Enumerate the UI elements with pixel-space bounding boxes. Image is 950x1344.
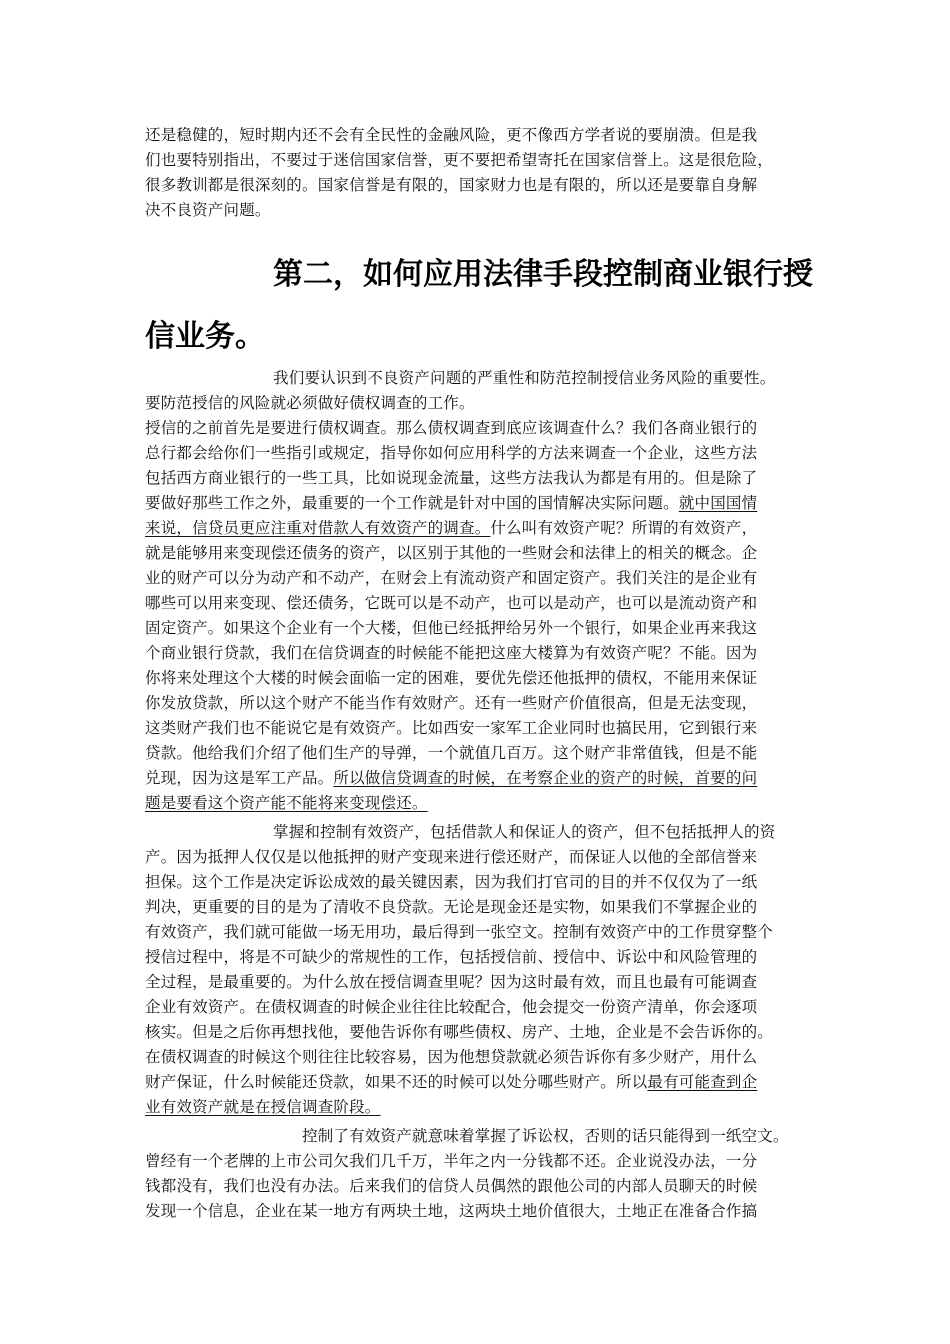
text-line: 钱都没有，我们也没有办法。后来我们的信贷人员偶然的跟他公司的内部人员聊天的时候 [145, 1177, 758, 1195]
text-line: 这类财产我们也不能说它是有效资产。比如西安一家军工企业同时也搞民用，它到银行来 [145, 719, 758, 737]
text-line: 总行都会给你们一些指引或规定，指导你如何应用科学的方法来调查一个企业，这些方法 [145, 444, 758, 462]
paragraph-credit-investigation [145, 366, 835, 816]
text-line: 授信过程中，将是不可缺少的常规性的工作，包括授信前、授信中、诉讼中和风险管理的 [145, 948, 758, 966]
text-line: 全过程，是最重要的。为什么放在授信调查里呢？因为这时最有效，而且也最有可能调查 [145, 973, 758, 991]
text-run: 兑现，因为这是军工产品。 [145, 769, 334, 787]
intro-paragraph [145, 123, 835, 223]
text-line: 控制了有效资产就意味着掌握了诉讼权，否则的话只能得到一纸空文。 [302, 1127, 789, 1145]
section-heading-line: 第二，如何应用法律手段控制商业银行授 [273, 257, 813, 292]
underlined-text: 业有效资产就是在授信调查阶段。 [145, 1098, 381, 1116]
text-line: 发现一个信息，企业在某一地方有两块土地，这两块土地价值很大，土地正在准备合作搞 [145, 1202, 758, 1220]
text-line: 很多教训都是很深刻的。国家信誉是有限的，国家财力也是有限的，所以还是要靠自身解 [145, 176, 758, 194]
text-line: 判决，更重要的目的是为了清收不良贷款。无论是现金还是实物，如果我们不掌握企业的 [145, 898, 758, 916]
text-line: 固定资产。如果这个企业有一个大楼，但他已经抵押给另外一个银行，如果企业再来我这 [145, 619, 758, 637]
text-line: 个商业银行贷款，我们在信贷调查的时候能不能把这座大楼算为有效资产呢？不能。因为 [145, 644, 758, 662]
paragraph-effective-assets [145, 820, 835, 1120]
text-line: 掌握和控制有效资产，包括借款人和保证人的资产，但不包括抵押人的资 [273, 823, 776, 841]
text-line: 们也要特别指出，不要过于迷信国家信誉，更不要把希望寄托在国家信誉上。这是很危险， [145, 151, 774, 169]
text-line: 授信的之前首先是要进行债权调查。那么债权调查到底应该调查什么？我们各商业银行的 [145, 419, 758, 437]
text-line: 核实。但是之后你再想找他，要他告诉你有哪些债权、房产、土地，企业是不会告诉你的。 [145, 1023, 774, 1041]
text-line: 在债权调查的时候这个则往往比较容易，因为他想贷款就必须告诉你有多少财产，用什么 [145, 1048, 758, 1066]
underlined-text: 最有可能查到企 [647, 1073, 758, 1091]
text-line: 你发放贷款，所以这个财产不能当作有效财产。还有一些财产价值很高，但是无法变现， [145, 694, 758, 712]
text-line [145, 1095, 835, 1120]
text-line: 包括西方商业银行的一些工具，比如说现金流量，这些方法我认为都是有用的。但是除了 [145, 469, 758, 487]
text-line: 决不良资产问题。 [145, 201, 271, 219]
text-line [145, 491, 835, 516]
text-line: 企业有效资产。在债权调查的时候企业往往比较配合，他会提交一份资产清单，你会逐项 [145, 998, 758, 1016]
underlined-text: 就中国国情 [678, 494, 758, 512]
paragraph-litigation [145, 1124, 835, 1224]
text-line [145, 766, 835, 791]
text-line: 你将来处理这个大楼的时候会面临一定的困难，要优先偿还他抵押的债权，不能用来保证 [145, 669, 758, 687]
text-line: 还是稳健的，短时期内还不会有全民性的金融风险，更不像西方学者说的要崩溃。但是我 [145, 126, 758, 144]
text-line: 业的财产可以分为动产和不动产，在财会上有流动资产和固定资产。我们关注的是企业有 [145, 569, 758, 587]
text-line [145, 791, 835, 816]
text-line: 曾经有一个老牌的上市公司欠我们几千万，半年之内一分钱都不还。企业说没办法，一分 [145, 1152, 758, 1170]
text-run: 什么叫有效资产呢？所谓的有效资产， [490, 519, 758, 537]
section-heading-line: 信业务。 [145, 319, 265, 354]
text-line: 有效资产，我们就可能做一场无用功，最后得到一张空文。控制有效资产中的工作贯穿整个 [145, 923, 774, 941]
text-line [145, 1070, 835, 1095]
section-heading [145, 246, 845, 366]
text-line: 担保。这个工作是决定诉讼成效的最关键因素，因为我们打官司的目的并不仅仅为了一纸 [145, 873, 758, 891]
text-line [145, 516, 835, 541]
text-run: 财产保证，什么时候能还贷款，如果不还的时候可以处分哪些财产。所以 [145, 1073, 648, 1091]
text-line: 我们要认识到不良资产问题的严重性和防范控制授信业务风险的重要性。 [273, 369, 776, 387]
text-line: 就是能够用来变现偿还债务的资产，以区别于其他的一些财会和法律上的相关的概念。企 [145, 544, 758, 562]
text-line: 哪些可以用来变现、偿还债务，它既可以是不动产，也可以是动产，也可以是流动资产和 [145, 594, 758, 612]
underlined-text: 来说，信贷员更应注重对借款人有效资产的调查。 [145, 519, 491, 537]
underlined-text: 所以做信贷调查的时候，在考察企业的资产的时候，首要的问 [333, 769, 758, 787]
text-line: 产。因为抵押人仅仅是以他抵押的财产变现来进行偿还财产，而保证人以他的全部信誉来 [145, 848, 758, 866]
text-run: 要做好那些工作之外，最重要的一个工作就是针对中国的国情解决实际问题。 [145, 494, 679, 512]
text-line: 贷款。他给我们介绍了他们生产的导弹，一个就值几百万。这个财产非常值钱，但是不能 [145, 744, 758, 762]
underlined-text: 题是要看这个资产能不能将来变现偿还。 [145, 794, 428, 812]
text-line: 要防范授信的风险就必须做好债权调查的工作。 [145, 394, 475, 412]
